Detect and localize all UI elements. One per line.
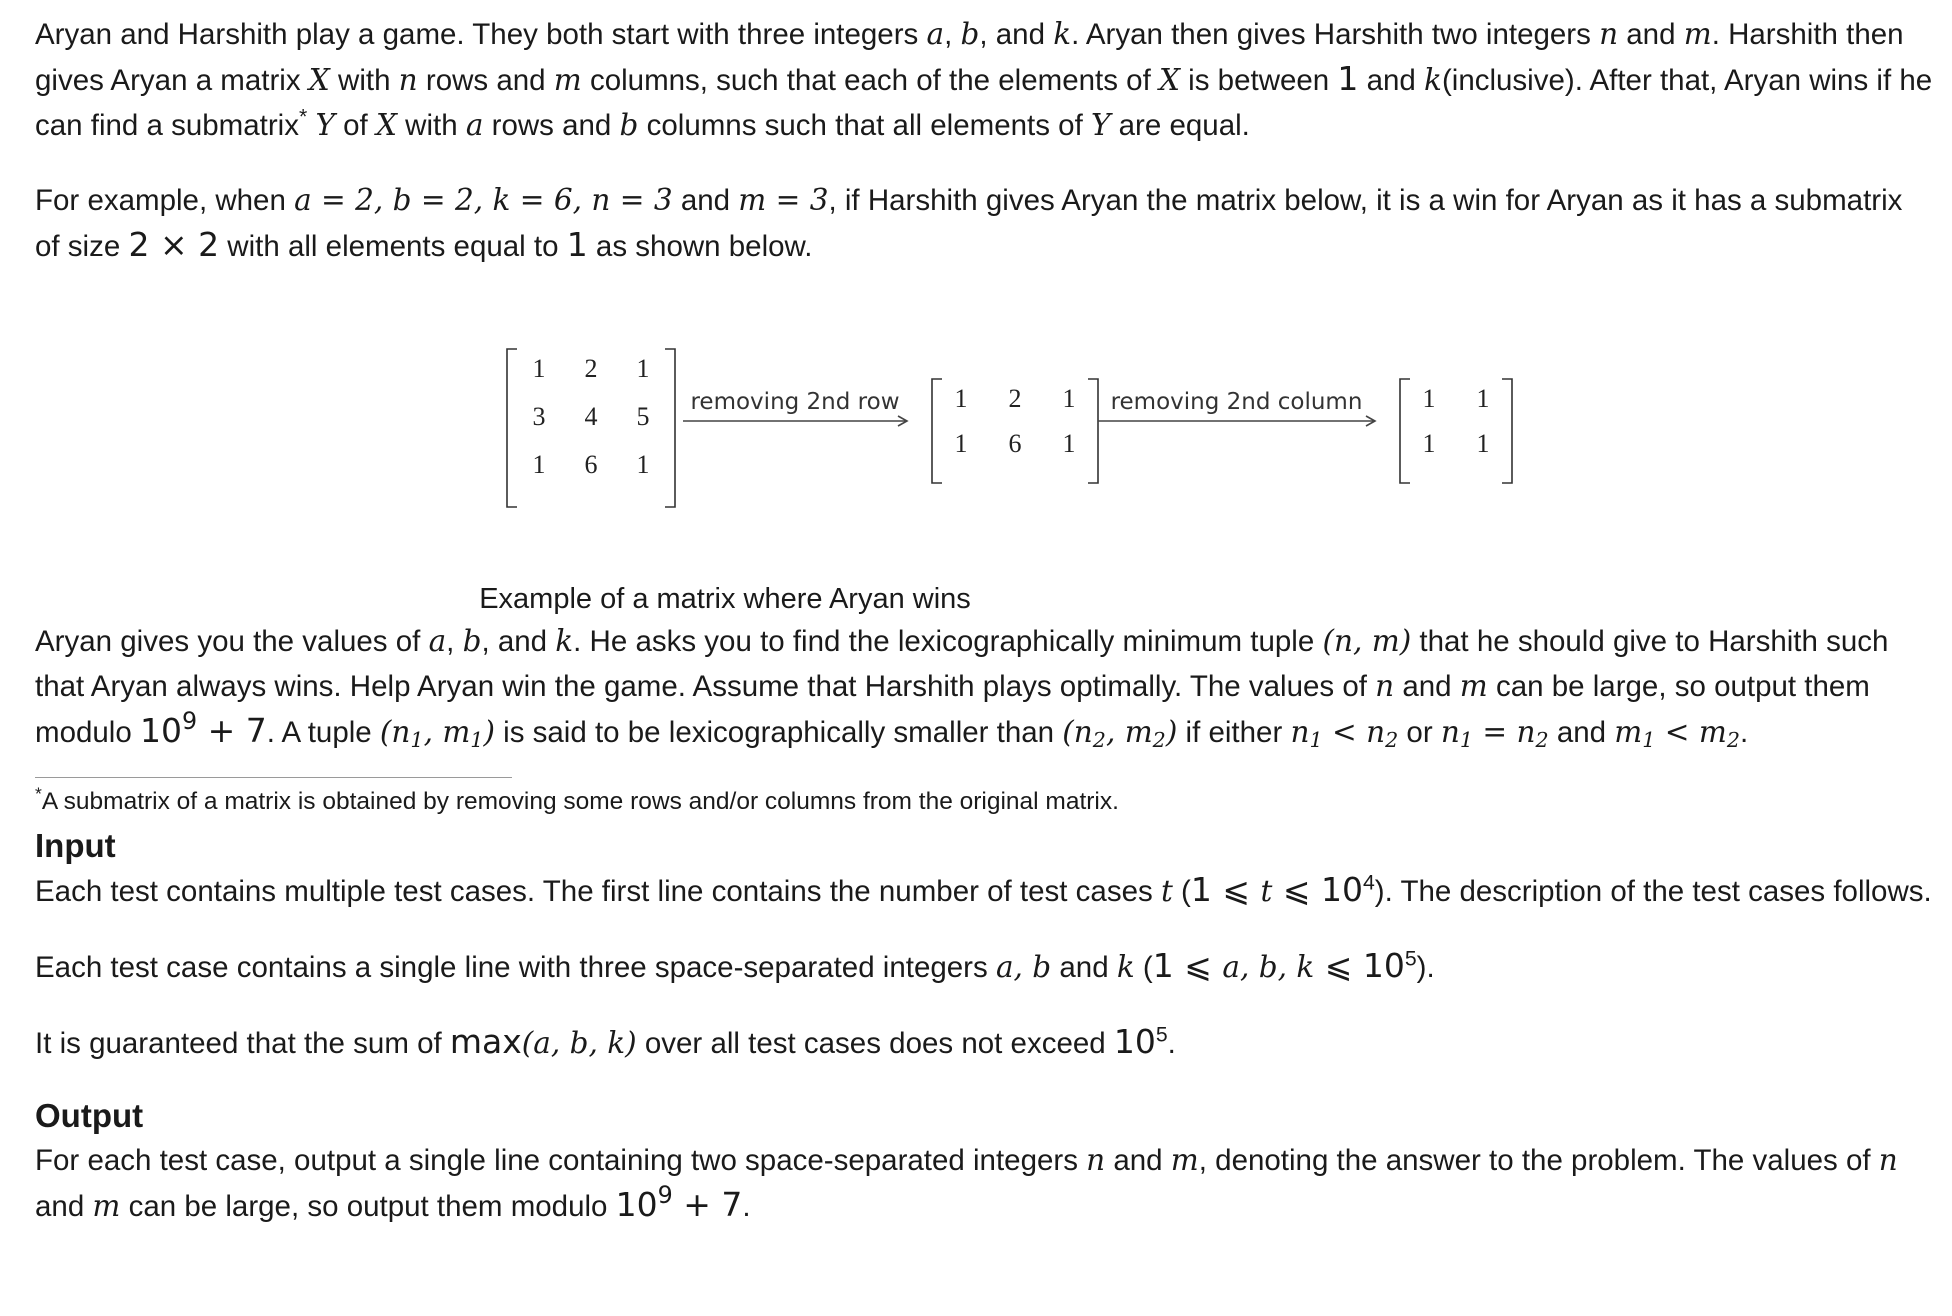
var-X: X	[1158, 63, 1180, 97]
math-example-values: a = 2, b = 2, k = 6, n = 3	[294, 183, 673, 217]
tuple-part: , m	[1105, 715, 1153, 749]
text: can be large, so output them modulo	[35, 670, 1870, 749]
output-heading: Output	[35, 1097, 144, 1134]
operator: <	[1655, 715, 1699, 749]
text: as shown below.	[587, 230, 813, 263]
text: over all test cases does not exceed	[636, 1027, 1114, 1060]
var-b: b	[462, 624, 482, 658]
bracket-left	[932, 379, 942, 483]
math-condition-2	[1440, 715, 1549, 753]
matrix-cell: 6	[584, 450, 598, 479]
text: . He asks you to find the lexicographically minimum tuple	[573, 625, 1323, 658]
text: Each test contains multiple test cases. The first line contains the number of test cases	[35, 875, 1161, 908]
subscript: 2	[1092, 728, 1106, 753]
arrow-label: removing 2nd column	[1110, 389, 1363, 415]
statement-paragraph-1	[35, 12, 1935, 148]
matrix-cell: 1	[1422, 384, 1436, 413]
text: . A tuple	[266, 716, 380, 749]
text: of	[334, 109, 376, 142]
matrix-diagram	[35, 287, 1935, 587]
tuple-part: , m	[423, 715, 471, 749]
var-k: k	[555, 624, 574, 658]
var-ab: a, b	[995, 950, 1052, 984]
text: can be large, so output them modulo	[120, 1190, 616, 1223]
text: (	[1134, 951, 1153, 984]
text: , if Harshith gives Aryan the matrix below, it is a win for Aryan as it has a submatrix of size	[35, 184, 1903, 263]
bracket-left	[507, 349, 517, 507]
math-tuple-2	[1062, 715, 1178, 753]
text: .	[1739, 716, 1749, 749]
matrix-cell: 1	[1422, 429, 1436, 458]
exponent: 4	[1362, 870, 1375, 895]
footnote-marker: *	[35, 783, 42, 804]
text: and	[1394, 670, 1460, 703]
matrix-cell: 1	[532, 354, 546, 383]
math-condition-1	[1290, 715, 1399, 753]
statement-paragraph-2	[35, 178, 1935, 269]
var-a: a	[465, 108, 484, 142]
math-args: (a, b, k)	[521, 1026, 637, 1060]
math-bound: ⩽ 10	[1314, 946, 1405, 985]
text: .	[742, 1190, 751, 1223]
var-k: k	[1116, 950, 1135, 984]
mod-rest: + 7	[197, 711, 267, 750]
text: , and	[481, 625, 556, 658]
input-paragraph-1	[35, 868, 1935, 914]
var-X: X	[308, 63, 330, 97]
matrix-cell: 1	[954, 384, 968, 413]
var: m	[1698, 715, 1727, 749]
operator: =	[1473, 715, 1517, 749]
var-n: n	[398, 63, 418, 97]
matrix-cell: 4	[584, 402, 598, 431]
math-base: 10	[1113, 1022, 1156, 1061]
subscript: 2	[1385, 728, 1399, 753]
text: ,	[944, 18, 961, 51]
matrix-cell: 1	[1062, 384, 1076, 413]
var-t: t	[1260, 874, 1273, 908]
var-m: m	[1170, 1143, 1199, 1177]
matrix-cell: 5	[636, 402, 650, 431]
var-b: b	[960, 17, 980, 51]
text: and	[1358, 64, 1425, 97]
text: and	[1105, 1144, 1171, 1177]
footnote-marker[interactable]: *	[299, 104, 308, 129]
subscript: 2	[1152, 728, 1166, 753]
text: or	[1398, 716, 1441, 749]
text: ).	[1416, 951, 1435, 984]
matrix-cell: 2	[584, 354, 598, 383]
matrix-2x3	[932, 379, 1098, 483]
var-n: n	[1599, 17, 1619, 51]
var-X: X	[375, 108, 397, 142]
matrix-cell: 6	[1008, 429, 1022, 458]
exponent: 5	[1155, 1022, 1168, 1047]
mod-base: 10	[139, 711, 182, 750]
matrix-cell: 1	[1476, 429, 1490, 458]
var-a: a	[926, 17, 945, 51]
bracket-right	[1088, 379, 1098, 483]
text: is said to be lexicographically smaller than	[494, 716, 1063, 749]
var: n	[1290, 715, 1310, 749]
text: is between	[1179, 64, 1338, 97]
mod-rest: + 7	[672, 1185, 743, 1224]
statement-paragraph-3	[35, 619, 1935, 755]
bracket-right	[665, 349, 675, 507]
subscript: 1	[1309, 728, 1323, 753]
matrix-cell: 1	[636, 354, 650, 383]
bracket-right	[1502, 379, 1512, 483]
input-paragraph-2	[35, 944, 1935, 990]
var-k: k	[1053, 17, 1072, 51]
text: . Harshith then gives Aryan a matrix	[35, 18, 1904, 97]
output-paragraph	[35, 1138, 1935, 1229]
var: n	[1366, 715, 1386, 749]
subscript: 2	[1535, 728, 1549, 753]
var-t: t	[1160, 874, 1173, 908]
var: n	[1516, 715, 1536, 749]
matrix-cell: 1	[1476, 384, 1490, 413]
text: Each test case contains a single line with three space-separated integers	[35, 951, 996, 984]
footnote-divider	[35, 777, 512, 778]
text: Aryan and Harshith play a game. They both start with three integers	[35, 18, 927, 51]
tuple-part: )	[483, 715, 495, 749]
text: , denoting the answer to the problem. The values of	[1198, 1144, 1879, 1177]
var-m: m	[553, 63, 582, 97]
matrix-cell: 2	[1008, 384, 1022, 413]
text: and	[1051, 951, 1117, 984]
text: ,	[446, 625, 463, 658]
mod-base: 10	[615, 1185, 658, 1224]
text: with	[396, 109, 466, 142]
bracket-left	[1400, 379, 1410, 483]
math-tuple: (n, m)	[1322, 624, 1412, 658]
matrix-cell: 1	[954, 429, 968, 458]
text: .	[1167, 1027, 1176, 1060]
math-bound: 1 ⩽	[1190, 870, 1261, 909]
matrix-2x2	[1400, 379, 1512, 483]
var-m: m	[92, 1189, 121, 1223]
matrix-figure	[35, 287, 1935, 587]
matrix-cell: 1	[636, 450, 650, 479]
subscript: 1	[410, 728, 424, 753]
figure-caption: Example of a matrix where Aryan wins	[479, 583, 971, 615]
input-heading: Input	[35, 827, 116, 864]
math-modulo	[139, 706, 267, 750]
var-b: b	[619, 108, 639, 142]
math-max: max	[449, 1022, 522, 1061]
number-one: 1	[1337, 59, 1359, 98]
text: It is guaranteed that the sum of	[35, 1027, 450, 1060]
tuple-part: (n	[1062, 715, 1093, 749]
problem-statement	[35, 12, 1935, 1229]
footnote-text: A submatrix of a matrix is obtained by removing some rows and/or columns from the original matrix.	[41, 788, 1119, 815]
math-bound: ⩽ 10	[1272, 870, 1363, 909]
arrow-remove-column	[1098, 389, 1375, 426]
mod-exponent: 9	[181, 706, 198, 735]
var-n: n	[1375, 669, 1395, 703]
text: and	[1548, 716, 1615, 749]
footnote	[35, 782, 1935, 822]
text: , and	[979, 18, 1054, 51]
subscript: 1	[470, 728, 484, 753]
arrow-label: removing 2nd row	[690, 389, 900, 415]
var-m: m	[1683, 17, 1712, 51]
var-Y: Y	[315, 108, 335, 142]
subscript: 1	[1642, 728, 1656, 753]
input-paragraph-3	[35, 1020, 1935, 1066]
text: are equal.	[1110, 109, 1250, 142]
subscript: 1	[1459, 728, 1473, 753]
math-bound: 1 ⩽	[1152, 946, 1223, 985]
text: For example, when	[35, 184, 295, 217]
math-one: 1	[566, 225, 588, 264]
text: and	[35, 1190, 93, 1223]
mod-exponent: 9	[657, 1180, 673, 1209]
var-m: m	[1459, 669, 1488, 703]
var-a: a	[428, 624, 447, 658]
var: n	[1440, 715, 1460, 749]
var: m	[1614, 715, 1643, 749]
text: For each test case, output a single line containing two space-separated integers	[35, 1144, 1087, 1177]
math-m-value: m = 3	[738, 183, 829, 217]
math-condition-3	[1614, 715, 1740, 753]
text: and	[672, 184, 739, 217]
var-abk: a, b, k	[1222, 950, 1315, 984]
matrix-cell: 1	[532, 450, 546, 479]
var-n: n	[1086, 1143, 1106, 1177]
text: . Aryan then gives Harshith two integers	[1071, 18, 1600, 51]
text: Aryan gives you the values of	[35, 625, 429, 658]
matrix-cell: 3	[532, 402, 546, 431]
var-k: k	[1424, 63, 1442, 97]
tuple-part: )	[1165, 715, 1178, 749]
text: with all elements equal to	[219, 230, 567, 263]
text: (	[1172, 875, 1191, 908]
text: ). The description of the test cases follows.	[1374, 875, 1932, 908]
text: if either	[1177, 716, 1291, 749]
math-modulo	[615, 1180, 743, 1224]
text: and	[1618, 18, 1684, 51]
matrix-3x3	[507, 349, 675, 507]
var-n: n	[1878, 1143, 1898, 1177]
math-size: 2 × 2	[128, 225, 220, 264]
text: rows and	[483, 109, 620, 142]
exponent: 5	[1404, 946, 1417, 971]
text: (inclusive). After that, Aryan wins if he can find a submatrix	[35, 64, 1933, 142]
operator: <	[1322, 715, 1367, 749]
text: with	[329, 64, 399, 97]
var-Y: Y	[1090, 108, 1111, 142]
subscript: 2	[1726, 728, 1740, 753]
arrow-remove-row	[683, 389, 907, 426]
matrix-cell: 1	[1062, 429, 1076, 458]
text: that he should give to Harshith such that Aryan always wins. Help Aryan win the game. Assume that Harshith plays optimally. The values of	[35, 625, 1889, 703]
text: rows and	[417, 64, 554, 97]
text: columns such that all elements of	[638, 109, 1091, 142]
tuple-part: (n	[379, 715, 411, 749]
math-tuple-1	[379, 715, 495, 753]
text: columns, such that each of the elements of	[581, 64, 1159, 97]
